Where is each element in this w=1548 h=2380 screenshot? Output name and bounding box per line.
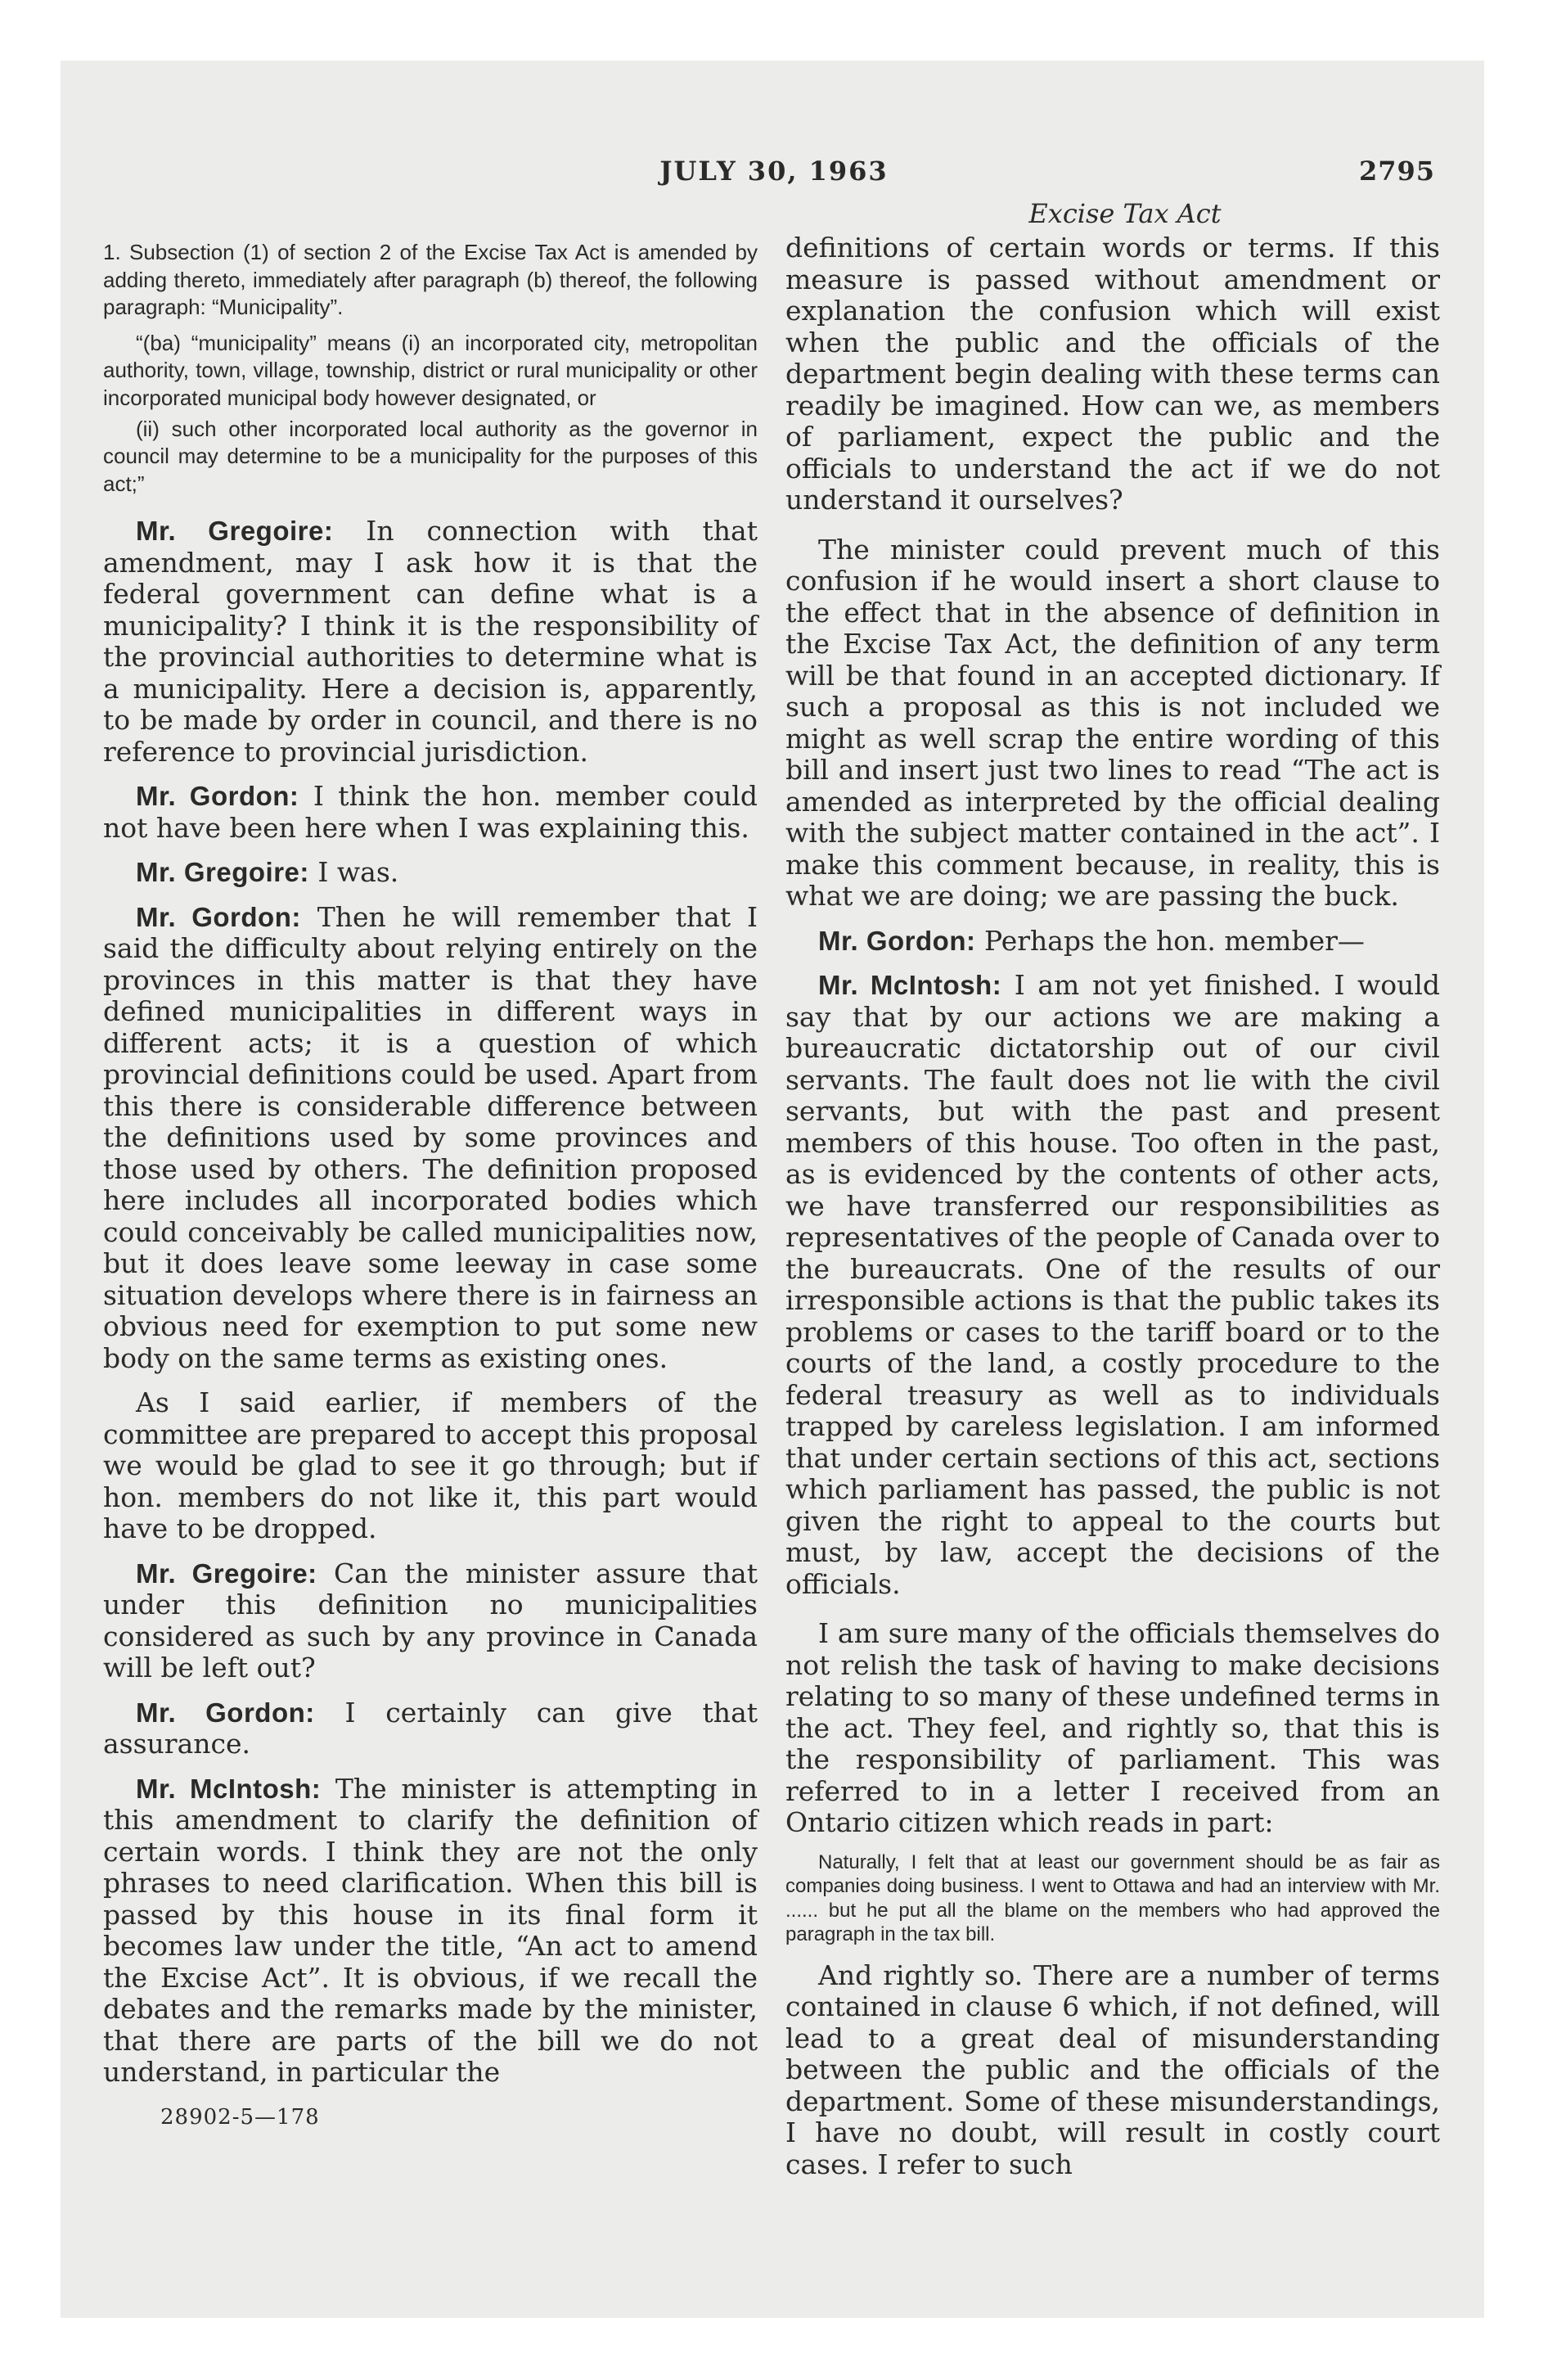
- speech-paragraph: [785, 926, 1440, 958]
- letter-quote: Naturally, I felt that at least our government should be as fair as companies doing business. I went to Ottawa and had an interview with Mr. ...... but he put all the blame on the members who had approved the paragraph in the tax bill.: [785, 1850, 1440, 1945]
- running-head: Excise Tax Act: [1028, 198, 1222, 229]
- speech-text: Then he will remember that I said the difficulty about relying entirely on the provinces in this matter is that they have defined municipalities in different ways in different acts; it is a question of which provincial definitions could be used. Apart from this there is considerable difference between the definitions used by some provinces and those used by others. The definition proposed here includes all incorporated bodies which could conceivably be called municipalities now, but it does leave some leeway in case some situation develops where there is in fairness an obvious need for exemption to put some new body on the same terms as existing ones.: [103, 900, 758, 1374]
- speaker-name: Mr. Gordon:: [136, 901, 301, 932]
- speech-paragraph: [103, 781, 758, 844]
- speech-text: The minister is attempting in this amendment to clarify the definition of certain words. I think they are not the only phrases to need clarification. When this bill is passed by this house in its final form it becomes law under the title, “An act to amend the Excise Act”. It is obvious, if we recall the debates and the remarks made by the minister, that there are parts of the bill we do not understand, in particular the: [103, 1772, 758, 2089]
- speech-text: In connection with that amendment, may I ask how it is that the federal government can define what is a municipality? I think it is the responsibility of the provincial authorities to determine what is a municipality. Here a decision is, apparently, to be made by order in council, and there is no reference to provincial jurisdiction.: [103, 515, 758, 768]
- left-column: [103, 198, 758, 2130]
- speaker-name: Mr. McIntosh:: [136, 1773, 322, 1804]
- right-column: [785, 198, 1440, 2180]
- speaker-name: Mr. Gregoire:: [136, 516, 334, 547]
- body-paragraph: I am sure many of the officials themselves do not relish the task of having to make decisions relating to so many of these undefined terms in the act. They feel, and rightly so, that this is the responsibility of parliament. This was referred to in a letter I received from an Ontario citizen which reads in part:: [785, 1617, 1440, 1838]
- speech-paragraph: [103, 1697, 758, 1760]
- speech-paragraph: [785, 970, 1440, 1600]
- speaker-name: Mr. Gregoire:: [136, 857, 309, 888]
- speaker-name: Mr. Gregoire:: [136, 1557, 317, 1589]
- speech-text: I certainly can give that assurance.: [103, 1696, 758, 1760]
- speech-text: I think the hon. member could not have been here when I was explaining this.: [103, 780, 758, 844]
- speech-paragraph: [103, 1558, 758, 1684]
- speech-text: I am not yet finished. I would say that by our actions we are making a bureaucratic dictatorship out of our civil servants. The fault does not lie with the civil servants, but with the past and present members of this house. Too often in the past, as is evidenced by the contents of other acts, we have transferred our responsibilities as representatives of the people of Canada over to the bureaucrats. One of the results of our irresponsible actions is that the public takes its problems or cases to the tariff board or to the courts of the land, a costly procedure to the federal treasury as well as to individuals trapped by careless legislation. I am informed that under certain sections of this act, sections which parliament has passed, the public is not given the right to appeal to the courts but must, by law, accept the decisions of the officials.: [785, 969, 1440, 1600]
- definition-clause-b: (ii) such other incorporated local authority as the governor in council may determine to be a municipality for the purposes of this act;”: [103, 416, 758, 496]
- speech-paragraph: [103, 516, 758, 768]
- printing-reference: 28902-5—178: [160, 2104, 320, 2130]
- speech-text: Can the minister assure that under this definition no municipalities considered as such by any province in Canada will be left out?: [103, 1557, 758, 1684]
- speech-text: I was.: [308, 856, 399, 889]
- body-paragraph: definitions of certain words or terms. If this measure is passed without amendment or explanation the confusion which will exist when the public and the officials of the department begin dealing with these terms can readily be imagined. How can we, as members of parliament, expect the public and the officials to understand the act if we do not understand it ourselves?: [785, 232, 1440, 516]
- page-number: 2795: [1358, 156, 1435, 187]
- bill-amendment-text: 1. Subsection (1) of section 2 of the Excise Tax Act is amended by adding thereto, immediately after paragraph (b) thereof, the following paragraph: “Municipality”.: [103, 240, 758, 320]
- speech-text: Perhaps the hon. member—: [975, 924, 1365, 957]
- speech-paragraph: [103, 902, 758, 1375]
- page-header: [106, 156, 1442, 196]
- page-date: JULY 30, 1963: [659, 156, 889, 187]
- body-paragraph: The minister could prevent much of this confusion if he would insert a short clause to the effect that in the absence of definition in the Excise Tax Act, the definition of any term will be that found in an accepted dictionary. If such a proposal as this is not included we might as well scrap the entire wording of this bill and insert just two lines to read “The act is amended as interpreted by the official dealing with the subject matter contained in the act”. I make this comment because, in reality, this is what we are doing; we are passing the buck.: [785, 533, 1440, 912]
- definition-clause-a: “(ba) “municipality” means (i) an incorporated city, metropolitan authority, town, village, township, district or rural municipality or other incorporated municipal body however designated, or: [103, 330, 758, 410]
- speaker-name: Mr. Gordon:: [136, 1697, 315, 1728]
- speaker-name: Mr. Gordon:: [818, 925, 976, 956]
- speaker-name: Mr. McIntosh:: [818, 970, 1002, 1000]
- body-paragraph: And rightly so. There are a number of terms contained in clause 6 which, if not defined, will lead to a great deal of misunderstanding between the public and the officials of the department. Some of these misunderstandings, I have no doubt, will result in costly court cases. I refer to such: [785, 1959, 1440, 2180]
- speech-paragraph: [103, 1774, 758, 2089]
- speaker-name: Mr. Gordon:: [136, 781, 299, 812]
- speech-paragraph: [103, 857, 758, 889]
- body-paragraph: As I said earlier, if members of the committee are prepared to accept this proposal we would be glad to see it go through; but if hon. members do not like it, this part would have to be dropped.: [103, 1386, 758, 1545]
